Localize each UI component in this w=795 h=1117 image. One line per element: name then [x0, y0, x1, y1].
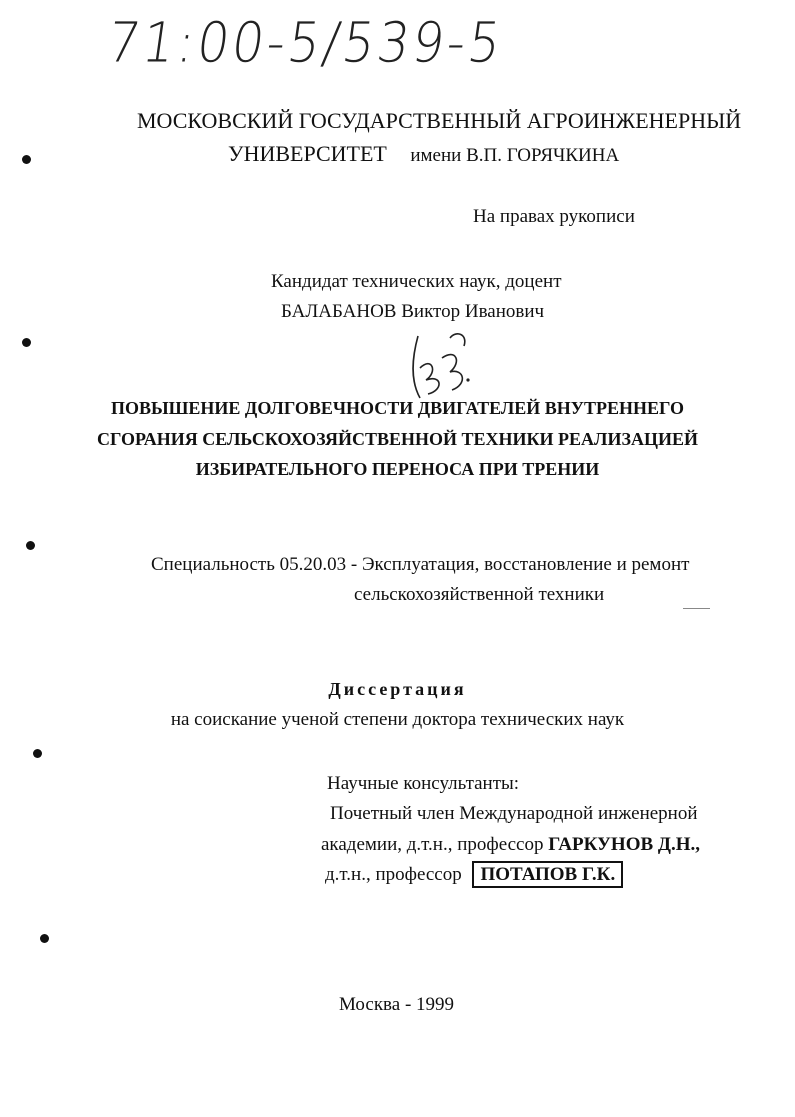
- catalog-number: 71:00-5/539-5: [103, 11, 508, 75]
- consultant2-line: [325, 864, 623, 886]
- dissertation-heading: Диссертация: [328, 679, 467, 699]
- author-name: БАЛАБАНОВ Виктор Иванович: [281, 301, 545, 322]
- consultants-heading: Научные консультанты:: [327, 773, 520, 794]
- city-year: Москва - 1999: [339, 994, 455, 1015]
- punch-hole-mark: [22, 155, 31, 164]
- consultant1-line2: [321, 834, 700, 856]
- specialty-line1: Специальность 05.20.03 - Эксплуатация, восстановление и ремонт: [151, 554, 690, 575]
- scan-line-artifact: [683, 608, 710, 609]
- university-namesake: имени В.П. ГОРЯЧКИНА: [410, 145, 620, 166]
- punch-hole-mark: [40, 934, 49, 943]
- consultant2-name: ПОТАПОВ Г.К.: [472, 861, 623, 888]
- punch-hole-mark: [22, 338, 31, 347]
- dissertation-title-line2: СГОРАНИЯ СЕЛЬСКОХОЗЯЙСТВЕННОЙ ТЕХНИКИ РЕАЛИЗАЦИЕЙ: [97, 429, 698, 449]
- manuscript-rights: На правах рукописи: [473, 206, 635, 227]
- consultant1-line1: Почетный член Международной инженерной: [330, 803, 698, 824]
- author-signature: [398, 328, 478, 406]
- specialty-line2: сельскохозяйственной техники: [354, 584, 605, 605]
- dissertation-title-line3: ИЗБИРАТЕЛЬНОГО ПЕРЕНОСА ПРИ ТРЕНИИ: [195, 459, 600, 479]
- university-word: УНИВЕРСИТЕТ: [228, 141, 387, 166]
- university-name-line2: [228, 141, 619, 167]
- dissertation-subtitle: на соискание ученой степени доктора технических наук: [170, 709, 625, 730]
- university-name-line1: МОСКОВСКИЙ ГОСУДАРСТВЕННЫЙ АГРОИНЖЕНЕРНЫЙ: [137, 108, 742, 133]
- consultant1-name: ГАРКУНОВ Д.Н.,: [548, 834, 701, 855]
- consultant1-title: академии, д.т.н., профессор: [321, 834, 544, 855]
- dissertation-title-line1: ПОВЫШЕНИЕ ДОЛГОВЕЧНОСТИ ДВИГАТЕЛЕЙ ВНУТРЕННЕГО: [110, 398, 685, 418]
- author-degree: Кандидат технических наук, доцент: [271, 271, 562, 292]
- consultant2-title: д.т.н., профессор: [325, 864, 462, 885]
- punch-hole-mark: [26, 541, 35, 550]
- punch-hole-mark: [33, 749, 42, 758]
